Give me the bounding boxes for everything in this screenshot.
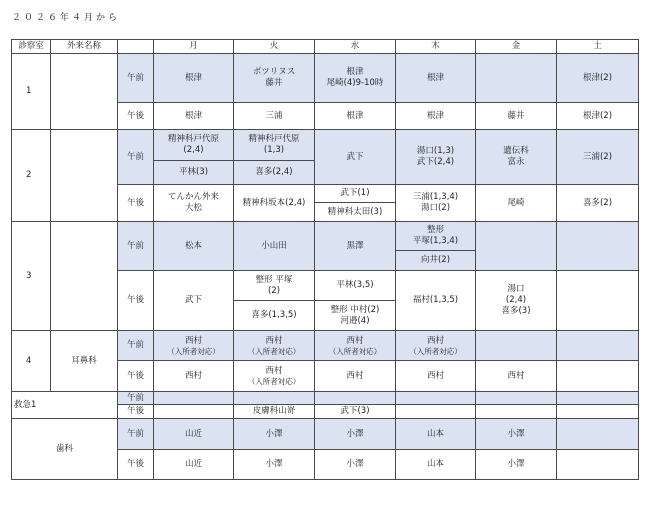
room-2-label: 2 — [12, 130, 51, 222]
r2-am-tue-top — [234, 130, 315, 161]
r4-pm-mon: 西村 — [154, 361, 234, 392]
r1-pm-tue: 三浦 — [234, 103, 315, 130]
header-mon: 月 — [154, 40, 234, 54]
r3-am-tue: 小山田 — [234, 222, 315, 271]
em-pm-wed: 武下(3) — [315, 405, 396, 419]
r4-pm-fri: 西村 — [476, 361, 557, 392]
r1-am-tue-line1: ボツリヌス — [252, 67, 296, 77]
room-2-clinic — [51, 130, 118, 222]
dental-pm-thu: 山本 — [396, 450, 476, 480]
room1-am-row — [12, 54, 639, 103]
r1-pm-fri: 藤井 — [476, 103, 557, 130]
r4-am-fri — [476, 331, 557, 361]
header-room: 診察室 — [12, 40, 51, 54]
room-3-clinic — [51, 222, 118, 331]
r3-am-mon: 松本 — [154, 222, 234, 271]
r2-am-thu-line1: 湯口(1,3) — [416, 146, 455, 156]
r3-pm-fri — [476, 271, 557, 331]
dental-am-tue: 小澤 — [234, 419, 315, 450]
dental-pm-fri: 小澤 — [476, 450, 557, 480]
r2-am-fri-line1: 遺伝科 — [503, 146, 529, 156]
header-period — [118, 40, 154, 54]
period-am: 午前 — [118, 222, 154, 271]
room3-am-row-top — [12, 222, 639, 251]
period-pm: 午後 — [118, 405, 154, 419]
header-clinic: 外来名称 — [51, 40, 118, 54]
r3-am-sat — [557, 222, 639, 271]
dental-pm-wed: 小澤 — [315, 450, 396, 480]
r3-am-thu-top — [396, 222, 476, 251]
emergency-am-row — [12, 392, 639, 405]
r3-pm-tue-top-line2: (2) — [267, 285, 281, 296]
r2-pm-wed-top: 武下(1) — [315, 185, 396, 203]
dental-am-sat — [557, 419, 639, 450]
r3-pm-wed-top: 平林(3,5) — [315, 271, 396, 301]
r3-pm-tue-bottom: 喜多(1,3,5) — [234, 301, 315, 331]
r4-pm-tue-line2: （入所者対応） — [247, 377, 301, 386]
r4-am-thu — [396, 331, 476, 361]
r2-pm-fri: 尾崎 — [476, 185, 557, 222]
r4-am-thu-line1: 西村 — [426, 335, 444, 346]
r2-pm-sat: 喜多(2) — [557, 185, 639, 222]
r4-pm-thu: 西村 — [396, 361, 476, 392]
r2-pm-mon — [154, 185, 234, 222]
period-am: 午前 — [118, 130, 154, 185]
r1-am-wed-line2: 尾崎(4)9-10時 — [326, 78, 384, 88]
r4-pm-sat — [557, 361, 639, 392]
r2-pm-tue: 精神科坂本(2,4) — [234, 185, 315, 222]
header-wed: 水 — [315, 40, 396, 54]
r3-pm-wed-bottom-line2: 河邉(4) — [340, 315, 370, 326]
r4-pm-wed: 西村 — [315, 361, 396, 392]
r2-pm-mon-line1: てんかん外来 — [167, 192, 219, 202]
r1-am-tue — [234, 54, 315, 103]
em-am-fri — [476, 392, 557, 405]
r2-am-mon-top — [154, 130, 234, 161]
header-thu: 木 — [396, 40, 476, 54]
period-pm: 午後 — [118, 271, 154, 331]
r3-pm-fri-line1: 湯口 — [507, 284, 525, 294]
r3-pm-fri-line3: 喜多(3) — [501, 306, 531, 316]
period-pm: 午後 — [118, 185, 154, 222]
r4-pm-tue — [234, 361, 315, 392]
period-am: 午前 — [118, 331, 154, 361]
room-4-clinic: 耳鼻科 — [51, 331, 118, 392]
schedule-caption: ２０２６年４月から — [12, 13, 121, 23]
r3-am-thu-top-line2: 平塚(1,3,4) — [412, 236, 459, 246]
period-pm: 午後 — [118, 450, 154, 480]
r3-pm-fri-line2: (2,4) — [505, 295, 527, 305]
r4-am-mon-line1: 西村 — [184, 335, 202, 346]
r2-am-mon-top-line1: 精神科戸代原 — [167, 134, 219, 144]
r4-am-tue — [234, 331, 315, 361]
r1-pm-sat: 根津(2) — [557, 103, 639, 130]
em-pm-thu — [396, 405, 476, 419]
r3-pm-wed-bottom — [315, 301, 396, 331]
header-fri: 金 — [476, 40, 557, 54]
em-am-mon — [154, 392, 234, 405]
r2-am-thu — [396, 130, 476, 185]
r2-am-sat: 三浦(2) — [557, 130, 639, 185]
r2-pm-mon-line2: 大松 — [184, 203, 202, 213]
r2-pm-wed-bottom: 精神科太田(3) — [315, 203, 396, 222]
r2-am-mon-bottom: 平林(3) — [154, 161, 234, 185]
r1-pm-mon: 根津 — [154, 103, 234, 130]
r1-am-sat: 根津(2) — [557, 54, 639, 103]
em-am-sat — [557, 392, 639, 405]
r2-am-tue-top-line2: (1,3) — [263, 145, 285, 155]
r2-pm-thu — [396, 185, 476, 222]
r1-am-wed — [315, 54, 396, 103]
r1-pm-wed: 根津 — [315, 103, 396, 130]
period-am: 午前 — [118, 392, 154, 405]
em-pm-sat — [557, 405, 639, 419]
dental-pm-mon: 山近 — [154, 450, 234, 480]
r4-am-wed-line1: 西村 — [346, 335, 364, 346]
emergency-label: 救急1 — [12, 392, 118, 419]
r3-pm-mon: 武下 — [154, 271, 234, 331]
r3-pm-tue-top — [234, 271, 315, 301]
dental-am-fri: 小澤 — [476, 419, 557, 450]
r3-am-wed: 黒澤 — [315, 222, 396, 271]
header-sat: 土 — [557, 40, 639, 54]
r2-am-tue-bottom: 喜多(2,4) — [234, 161, 315, 185]
r4-am-wed-line2: （入所者対応） — [328, 346, 382, 356]
dental-am-mon: 山近 — [154, 419, 234, 450]
header-tue: 火 — [234, 40, 315, 54]
r4-am-thu-line2: （入所者対応） — [409, 346, 462, 356]
r1-am-fri — [476, 54, 557, 103]
em-am-tue — [234, 392, 315, 405]
r2-am-wed: 武下 — [315, 130, 396, 185]
room2-am-row-top — [12, 130, 639, 161]
r1-am-mon: 根津 — [154, 54, 234, 103]
header-row — [12, 40, 639, 54]
r1-am-wed-line1: 根津 — [346, 67, 364, 77]
r2-pm-thu-line1: 三浦(1,3,4) — [412, 192, 459, 202]
r1-am-thu: 根津 — [396, 54, 476, 103]
r4-pm-tue-line1: 西村 — [265, 366, 283, 376]
r4-am-mon — [154, 331, 234, 361]
r3-pm-thu: 福村(1,3,5) — [396, 271, 476, 331]
r3-am-fri — [476, 222, 557, 271]
em-pm-tue: 皮膚科山嵜 — [234, 405, 315, 419]
period-pm: 午後 — [118, 361, 154, 392]
r4-am-tue-line2: （入所者対応） — [247, 346, 301, 356]
r3-pm-tue-top-line1: 整形 平塚 — [255, 274, 293, 285]
r2-am-fri-line2: 富永 — [507, 157, 525, 167]
dental-pm-tue: 小澤 — [234, 450, 315, 480]
r3-pm-sat — [557, 271, 639, 331]
em-pm-mon — [154, 405, 234, 419]
dental-am-wed: 小澤 — [315, 419, 396, 450]
dental-label: 歯科 — [12, 419, 118, 480]
r3-am-thu-top-line1: 整形 — [426, 225, 444, 235]
em-pm-fri — [476, 405, 557, 419]
r3-pm-wed-bottom-line1: 整形 中村(2) — [330, 304, 380, 315]
period-pm: 午後 — [118, 103, 154, 130]
period-am: 午前 — [118, 54, 154, 103]
clinic-schedule-table — [11, 39, 639, 480]
r1-am-tue-line2: 藤井 — [265, 78, 283, 88]
r4-am-wed — [315, 331, 396, 361]
r2-am-mon-top-line2: (2,4) — [183, 145, 204, 155]
r4-am-sat — [557, 331, 639, 361]
r4-am-mon-line2: （入所者対応） — [167, 346, 220, 356]
r2-am-fri — [476, 130, 557, 185]
em-am-wed — [315, 392, 396, 405]
dental-am-row — [12, 419, 639, 450]
room-1-label: 1 — [12, 54, 51, 130]
room-1-clinic — [51, 54, 118, 130]
r2-am-tue-top-line1: 精神科戸代原 — [248, 134, 300, 144]
r2-pm-thu-line2: 湯口(2) — [420, 203, 451, 213]
r3-am-thu-bottom: 向井(2) — [396, 251, 476, 271]
dental-am-thu: 山本 — [396, 419, 476, 450]
room4-am-row — [12, 331, 639, 361]
r2-am-thu-line2: 武下(2,4) — [416, 157, 455, 167]
period-am: 午前 — [118, 419, 154, 450]
room-3-label: 3 — [12, 222, 51, 331]
r1-pm-thu: 根津 — [396, 103, 476, 130]
room-4-label: 4 — [12, 331, 51, 392]
em-am-thu — [396, 392, 476, 405]
r4-am-tue-line1: 西村 — [265, 335, 283, 346]
dental-pm-sat — [557, 450, 639, 480]
